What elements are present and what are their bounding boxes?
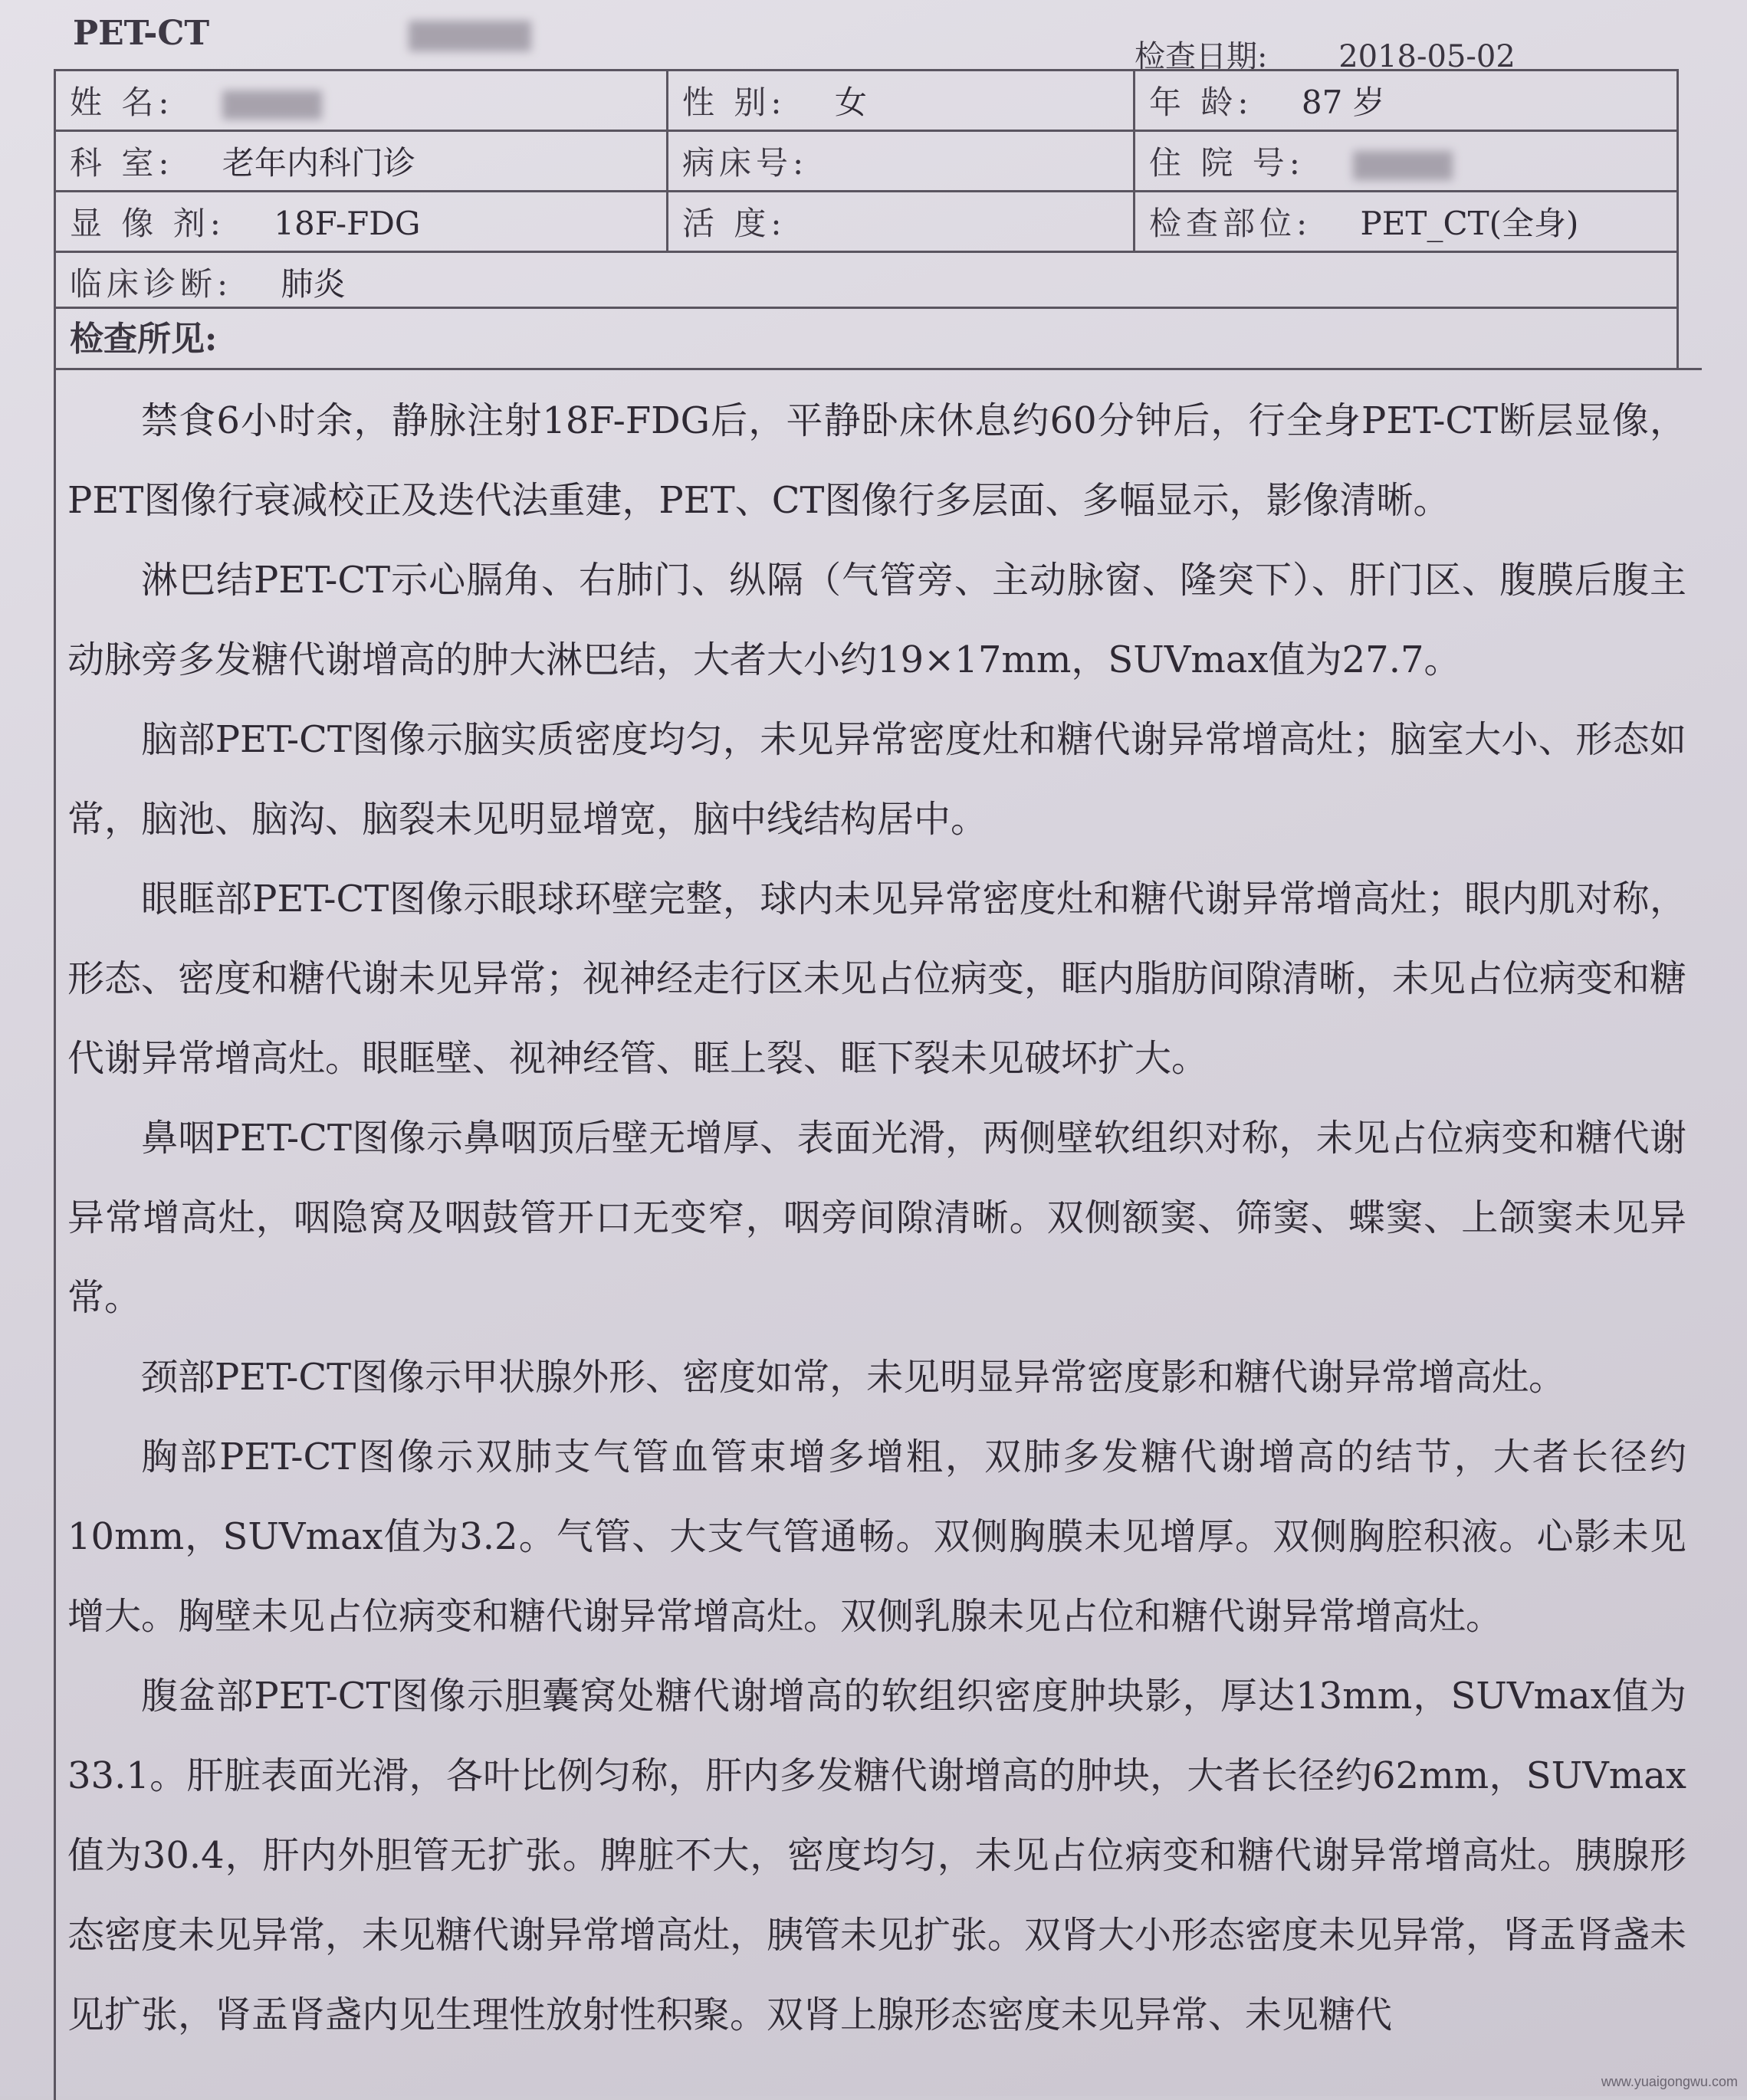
findings-paragraph: 颈部PET-CT图像示甲状腺外形、密度如常，未见明显异常密度影和糖代谢异常增高灶。 <box>141 1356 1566 1399</box>
redacted-id <box>409 21 531 51</box>
inpatient-value <box>1353 144 1453 182</box>
bed-label: 病床号: <box>682 144 809 182</box>
region-cell <box>1135 192 1678 252</box>
name-cell <box>55 71 668 131</box>
dept-value: 老年内科门诊 <box>222 144 415 182</box>
exam-date-label: 检查日期: <box>1135 39 1268 74</box>
findings-paragraph: 禁食6小时余，静脉注射18F-FDG后，平静卧床休息约60分钟后，行全身PET-CT断层显像，PET图像行衰减校正及迭代法重建，PET、CT图像行多层面、多幅显示，影像清晰。 <box>67 399 1686 522</box>
age-label: 年 龄: <box>1149 84 1253 121</box>
name-label: 姓 名: <box>70 84 174 121</box>
agent-cell <box>55 192 668 252</box>
inpatient-cell <box>1135 131 1678 192</box>
diagnosis-value: 肺炎 <box>281 265 346 303</box>
patient-info-table <box>54 69 1679 311</box>
report-title-text: PET-CT <box>73 14 210 53</box>
info-row-1 <box>55 71 1678 131</box>
info-row-3 <box>55 192 1678 252</box>
info-row-4 <box>55 252 1678 312</box>
findings-paragraph: 鼻咽PET-CT图像示鼻咽顶后壁无增厚、表面光滑，两侧壁软组织对称，未见占位病变和糖代谢异常增高灶，咽隐窝及咽鼓管开口无变窄，咽旁间隙清晰。双侧额窦、筛窦、蝶窦、上颌窦未见异常。 <box>67 1117 1686 1319</box>
name-value <box>222 84 322 121</box>
info-row-2 <box>55 131 1678 192</box>
dept-label: 科 室: <box>70 144 174 182</box>
watermark: www.yuaigongwu.com <box>1601 2074 1738 2089</box>
age-value: 87 岁 <box>1301 84 1385 121</box>
findings-body <box>54 368 1702 2100</box>
diagnosis-label: 临床诊断: <box>70 265 233 303</box>
report-title <box>73 14 531 53</box>
findings-heading: 检查所见: <box>54 307 1679 368</box>
dept-cell <box>55 131 668 192</box>
agent-value: 18F-FDG <box>274 205 421 242</box>
gender-cell <box>668 71 1135 131</box>
findings-paragraph: 胸部PET-CT图像示双肺支气管血管束增多增粗，双肺多发糖代谢增高的结节，大者长径约10mm，SUVmax值为3.2。气管、大支气管通畅。双侧胸膜未见增厚。双侧胸腔积液。心影未见增大。胸壁未见占位病变和糖代谢异常增高灶。双侧乳腺未见占位和糖代谢异常增高灶。 <box>67 1436 1686 1638</box>
activity-label: 活 度: <box>682 205 786 242</box>
region-label: 检查部位: <box>1149 205 1312 242</box>
activity-cell <box>668 192 1135 252</box>
agent-label: 显 像 剂: <box>70 205 225 242</box>
findings-paragraph: 腹盆部PET-CT图像示胆囊窝处糖代谢增高的软组织密度肿块影，厚达13mm，SUVmax值为33.1。肝脏表面光滑，各叶比例匀称，肝内多发糖代谢增高的肿块，大者长径约62mm，SUVmax值为30.4，肝内外胆管无扩张。脾脏不大，密度均匀，未见占位病变和糖代谢异常增高灶。胰腺形态密度未见异常，未见糖代谢异常增高灶，胰管未见扩张。双肾大小形态密度未见异常，肾盂肾盏未见扩张，肾盂肾盏内见生理性放射性积聚。双肾上腺形态密度未见异常、未见糖代 <box>67 1675 1687 2036</box>
gender-value: 女 <box>834 84 867 121</box>
diagnosis-cell <box>55 252 1678 312</box>
age-cell <box>1135 71 1678 131</box>
inpatient-label: 住 院 号: <box>1149 144 1305 182</box>
exam-date-value: 2018-05-02 <box>1338 39 1515 74</box>
findings-paragraph: 脑部PET-CT图像示脑实质密度均匀，未见异常密度灶和糖代谢异常增高灶；脑室大小、形态如常，脑池、脑沟、脑裂未见明显增宽，脑中线结构居中。 <box>67 718 1686 841</box>
findings-paragraph: 淋巴结PET-CT示心膈角、右肺门、纵隔（气管旁、主动脉窗、隆突下）、肝门区、腹膜后腹主动脉旁多发糖代谢增高的肿大淋巴结，大者大小约19×17mm，SUVmax值为27.7。 <box>67 559 1686 681</box>
region-value: PET_CT(全身) <box>1360 205 1579 242</box>
findings-paragraph: 眼眶部PET-CT图像示眼球环壁完整，球内未见异常密度灶和糖代谢异常增高灶；眼内肌对称，形态、密度和糖代谢未见异常；视神经走行区未见占位病变，眶内脂肪间隙清晰，未见占位病变和糖代谢异常增高灶。眼眶壁、视神经管、眶上裂、眶下裂未见破坏扩大。 <box>67 878 1687 1080</box>
gender-label: 性 别: <box>682 84 786 121</box>
bed-cell <box>668 131 1135 192</box>
